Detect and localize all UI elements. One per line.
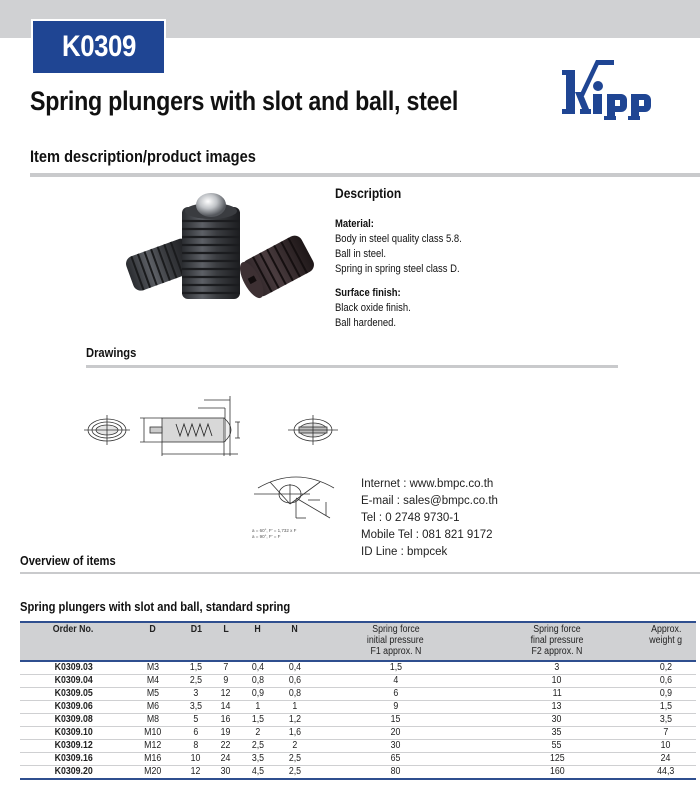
cell-l: 19 (213, 727, 239, 740)
divider (20, 572, 700, 574)
cell-d1: 3 (179, 688, 213, 701)
items-table (20, 621, 696, 780)
cell-order: K0309.12 (20, 740, 127, 753)
col-f2: Spring force final pressure F2 approx. N (530, 624, 584, 657)
cell-h: 1,5 (239, 714, 277, 727)
cell-f1: 65 (313, 753, 478, 766)
angle-note: a = 60°, F' = 1,732 x F (252, 528, 297, 533)
cell-order: K0309.05 (20, 688, 127, 701)
cell-d: M6 (127, 701, 179, 714)
contact-mobile: Mobile Tel : 081 821 9172 (361, 529, 493, 541)
cell-f1: 4 (313, 675, 478, 688)
table-row (20, 701, 696, 714)
cell-h: 4,5 (239, 766, 277, 780)
cell-h: 3,5 (239, 753, 277, 766)
cell-d: M16 (127, 753, 179, 766)
cell-l: 12 (213, 688, 239, 701)
table-row (20, 688, 696, 701)
cell-n: 2,5 (277, 753, 313, 766)
table-row (20, 714, 696, 727)
contact-tel: Tel : 0 2748 9730-1 (361, 512, 460, 524)
cell-d1: 10 (179, 753, 213, 766)
surface-finish-line: Ball hardened. (335, 317, 397, 329)
col-h: H (254, 624, 262, 635)
cell-d: M10 (127, 727, 179, 740)
material-line: Body in steel quality class 5.8. (335, 233, 462, 245)
cell-order: K0309.03 (20, 661, 127, 675)
description-panel (335, 185, 585, 331)
force-diagram (250, 470, 340, 545)
cell-d1: 5 (179, 714, 213, 727)
cell-w: 0,6 (636, 675, 696, 688)
cell-d1: 8 (179, 740, 213, 753)
cell-l: 14 (213, 701, 239, 714)
cell-f2: 35 (478, 727, 636, 740)
cell-n: 0,4 (277, 661, 313, 675)
angle-note: a = 90°, F' = F (252, 534, 281, 539)
cell-f2: 3 (478, 661, 636, 675)
cell-h: 0,9 (239, 688, 277, 701)
col-l: L (223, 624, 229, 635)
col-d1: D1 (190, 624, 202, 635)
cell-d1: 3,5 (179, 701, 213, 714)
cell-w: 3,5 (636, 714, 696, 727)
cell-f2: 13 (478, 701, 636, 714)
table-title: Spring plungers with slot and ball, standard spring (20, 599, 291, 614)
cell-d: M20 (127, 766, 179, 780)
contact-internet: Internet : www.bmpc.co.th (361, 478, 494, 490)
cell-d1: 1,5 (179, 661, 213, 675)
cell-n: 0,6 (277, 675, 313, 688)
cell-f2: 160 (478, 766, 636, 780)
table-row (20, 766, 696, 780)
section-title-overview: Overview of items (20, 553, 116, 568)
table-row (20, 661, 696, 675)
cell-d1: 6 (179, 727, 213, 740)
cell-l: 16 (213, 714, 239, 727)
cell-n: 0,8 (277, 688, 313, 701)
description-heading: Description (335, 185, 402, 201)
section-title-item-description: Item description/product images (30, 147, 256, 166)
divider (30, 173, 700, 177)
cell-w: 0,9 (636, 688, 696, 701)
cell-n: 1,6 (277, 727, 313, 740)
product-code-badge (31, 19, 166, 75)
cell-f1: 30 (313, 740, 478, 753)
contact-line: ID Line : bmpcek (361, 546, 448, 558)
table-header-row (20, 622, 696, 661)
material-line: Spring in spring steel class D. (335, 263, 460, 275)
table-row (20, 675, 696, 688)
col-weight: Approx. weight g (649, 624, 683, 646)
cell-w: 44,3 (636, 766, 696, 780)
cell-order: K0309.06 (20, 701, 127, 714)
cell-h: 1 (239, 701, 277, 714)
surface-finish-label: Surface finish: (335, 287, 401, 299)
cell-f2: 55 (478, 740, 636, 753)
cell-n: 1,2 (277, 714, 313, 727)
col-n: N (291, 624, 299, 635)
cell-f1: 20 (313, 727, 478, 740)
kipp-logo-icon (562, 58, 662, 120)
cell-f2: 10 (478, 675, 636, 688)
product-code: K0309 (61, 30, 136, 63)
col-d: D (149, 624, 157, 635)
cell-n: 1 (277, 701, 313, 714)
cell-l: 7 (213, 661, 239, 675)
cell-h: 2,5 (239, 740, 277, 753)
cell-n: 2,5 (277, 766, 313, 780)
cell-w: 24 (636, 753, 696, 766)
cell-l: 22 (213, 740, 239, 753)
table-row (20, 727, 696, 740)
cell-f1: 9 (313, 701, 478, 714)
cell-f2: 125 (478, 753, 636, 766)
cell-w: 10 (636, 740, 696, 753)
cell-d1: 2,5 (179, 675, 213, 688)
cell-f1: 6 (313, 688, 478, 701)
cell-d1: 12 (179, 766, 213, 780)
material-line: Ball in steel. (335, 248, 387, 260)
material-label: Material: (335, 218, 374, 230)
cell-n: 2 (277, 740, 313, 753)
contact-email: E-mail : sales@bmpc.co.th (361, 495, 498, 507)
cell-h: 0,8 (239, 675, 277, 688)
cell-order: K0309.10 (20, 727, 127, 740)
cell-d: M12 (127, 740, 179, 753)
surface-finish-line: Black oxide finish. (335, 302, 411, 314)
cell-f1: 80 (313, 766, 478, 780)
cell-f2: 11 (478, 688, 636, 701)
cell-w: 1,5 (636, 701, 696, 714)
cell-order: K0309.08 (20, 714, 127, 727)
cell-l: 30 (213, 766, 239, 780)
table-row (20, 740, 696, 753)
cell-h: 0,4 (239, 661, 277, 675)
table-row (20, 753, 696, 766)
cell-order: K0309.04 (20, 675, 127, 688)
col-order-no: Order No. (53, 624, 94, 635)
cell-f1: 15 (313, 714, 478, 727)
col-f1: Spring force initial pressure F1 approx. N (367, 624, 424, 657)
cell-w: 7 (636, 727, 696, 740)
divider (86, 365, 618, 368)
product-image (120, 185, 315, 305)
cell-w: 0,2 (636, 661, 696, 675)
section-title-drawings: Drawings (86, 345, 137, 360)
cell-l: 24 (213, 753, 239, 766)
cell-order: K0309.20 (20, 766, 127, 780)
cell-order: K0309.16 (20, 753, 127, 766)
contact-info (361, 476, 498, 561)
cell-h: 2 (239, 727, 277, 740)
cell-f2: 30 (478, 714, 636, 727)
cell-l: 9 (213, 675, 239, 688)
cell-f1: 1,5 (313, 661, 478, 675)
page-title: Spring plungers with slot and ball, steel (30, 86, 459, 116)
cell-d: M3 (127, 661, 179, 675)
cell-d: M8 (127, 714, 179, 727)
technical-drawing (80, 388, 350, 468)
cell-d: M5 (127, 688, 179, 701)
cell-d: M4 (127, 675, 179, 688)
